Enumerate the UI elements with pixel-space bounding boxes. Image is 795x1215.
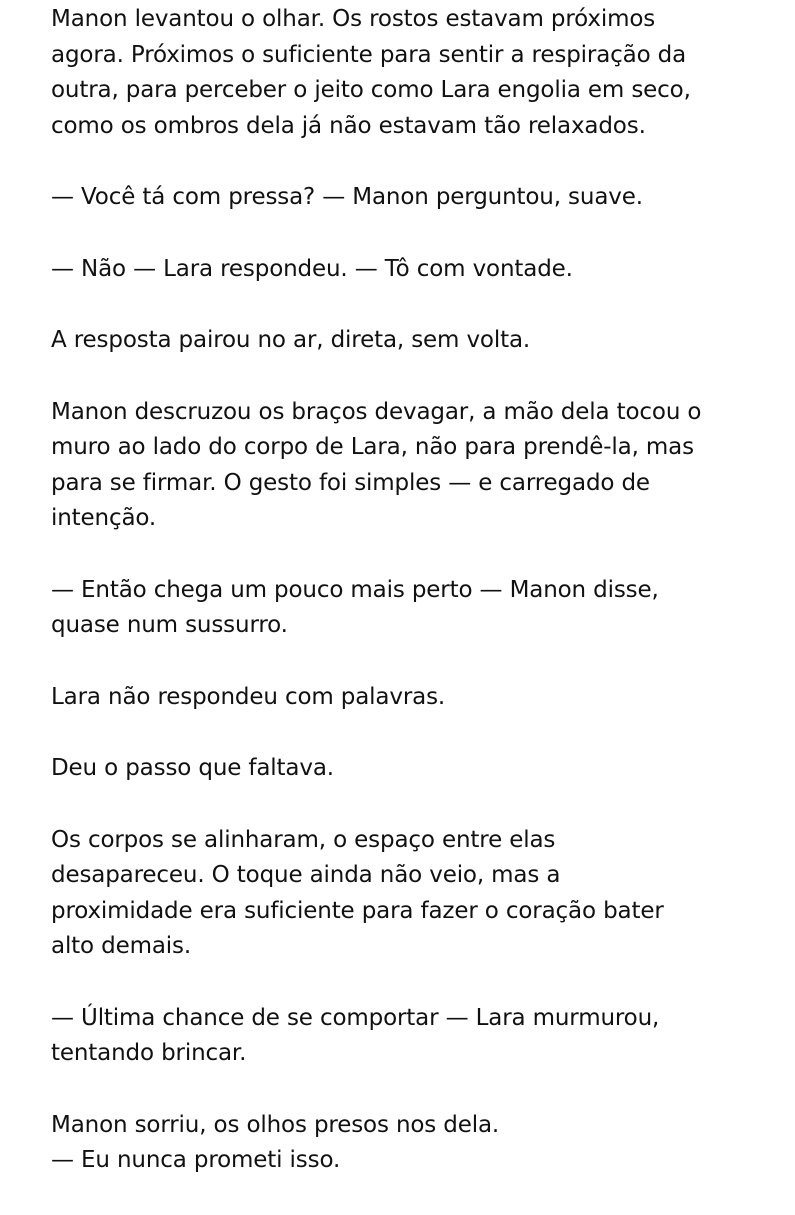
paragraph <box>51 573 776 644</box>
text-line: para se firmar. O gesto foi simples — e carregado de <box>51 469 650 496</box>
text-line: Lara não respondeu com palavras. <box>51 683 446 710</box>
text-line: — Última chance de se comportar — Lara murmurou, <box>51 1004 660 1031</box>
text-line: intenção. <box>51 505 157 531</box>
paragraph <box>51 1108 776 1179</box>
paragraph <box>51 823 776 965</box>
text-line: Manon levantou o olhar. Os rostos estavam próximos <box>51 6 656 32</box>
text-line: quase num sussurro. <box>51 612 288 638</box>
paragraph <box>51 180 776 216</box>
text-line: Manon sorriu, os olhos presos nos dela. <box>51 1111 500 1138</box>
text-line: A resposta pairou no ar, direta, sem volta. <box>51 327 531 353</box>
text-line: agora. Próximos o suficiente para sentir a respiração da <box>51 41 687 68</box>
text-line: Manon descruzou os braços devagar, a mão dela tocou o <box>51 398 702 425</box>
text-line: — Então chega um pouco mais perto — Manon disse, <box>51 576 659 603</box>
text-line: — Você tá com pressa? — Manon perguntou, suave. <box>51 184 643 210</box>
paragraph <box>51 751 776 787</box>
paragraph <box>51 252 776 288</box>
paragraph <box>51 2 776 144</box>
text-line: — Não — Lara respondeu. — Tô com vontade. <box>51 255 573 282</box>
paragraph <box>51 395 776 537</box>
text-line: — Eu nunca prometi isso. <box>51 1147 341 1173</box>
text-line: como os ombros dela já não estavam tão relaxados. <box>51 112 646 139</box>
text-line: outra, para perceber o jeito como Lara engolia em seco, <box>51 77 691 103</box>
text-line: proximidade era suficiente para fazer o coração bater <box>51 897 664 924</box>
story-text <box>51 2 776 1215</box>
paragraph <box>51 323 776 359</box>
text-line: Os corpos se alinharam, o espaço entre elas <box>51 826 556 853</box>
text-line: alto demais. <box>51 933 192 959</box>
text-line: muro ao lado do corpo de Lara, não para prendê-la, mas <box>51 434 694 460</box>
text-line: desapareceu. O toque ainda não veio, mas a <box>51 862 561 888</box>
text-line: tentando brincar. <box>51 1040 247 1066</box>
paragraph <box>51 680 776 716</box>
text-line: Deu o passo que faltava. <box>51 755 334 781</box>
paragraph <box>51 1001 776 1072</box>
